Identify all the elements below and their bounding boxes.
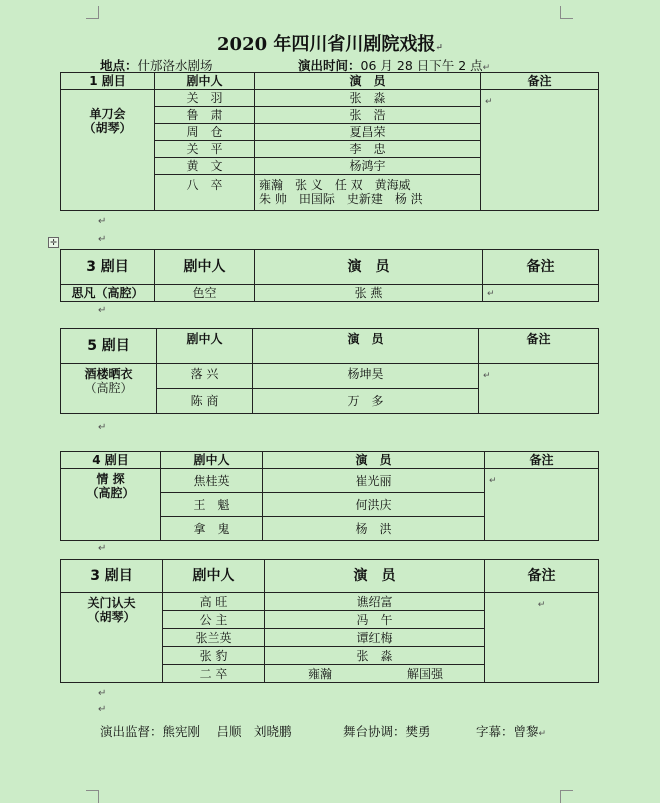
program-name-cell	[61, 469, 161, 541]
role-cell: 张 豹	[163, 647, 265, 665]
footer-subtitle: 字幕：曾黎↵	[476, 724, 547, 739]
actor-cell: 张 淼	[265, 647, 485, 665]
actor-cell: 张 浩	[255, 107, 481, 124]
role-cell: 周 仓	[155, 124, 255, 141]
table-move-handle-icon[interactable]: ✛	[48, 237, 59, 248]
actor-cell: 崔光丽	[263, 469, 485, 493]
program-sub: （高腔）	[86, 486, 135, 500]
role-cell: 张兰英	[163, 629, 265, 647]
program-order: 5 剧目	[61, 329, 157, 364]
role-cell: 落 兴	[157, 364, 253, 389]
actor-name: 雍瀚	[307, 666, 332, 681]
time-value: 06 月 28 日下午 2 点	[360, 58, 483, 73]
header-actor: 演 员	[265, 560, 485, 593]
actor-cell: 张 燕	[255, 285, 483, 302]
actor-cell: 冯 午	[265, 611, 485, 629]
header-actor: 演 员	[253, 329, 479, 364]
actor-name: 解国强	[406, 666, 443, 681]
stage-name: 樊勇	[405, 724, 431, 739]
program-name: 关门认夫	[87, 596, 136, 610]
role-cell: 关 平	[155, 141, 255, 158]
role-cell: 公 主	[163, 611, 265, 629]
program-table-3	[60, 328, 599, 414]
program-name-cell	[61, 90, 155, 211]
program-name: 思凡（高腔）	[61, 285, 155, 302]
venue-label: 地点：	[100, 58, 138, 73]
role-cell: 二 卒	[163, 665, 265, 683]
actor-group-cell	[265, 665, 485, 683]
paragraph-mark: ↵	[98, 422, 107, 433]
paragraph-mark: ↵	[98, 543, 107, 554]
program-table-1	[60, 72, 599, 211]
program-name: 单刀会	[89, 107, 126, 121]
program-name: 情 探	[96, 472, 125, 486]
header-actor: 演 员	[255, 250, 483, 285]
note-cell: ↵	[485, 593, 599, 683]
role-cell: 八 卒	[155, 175, 255, 211]
program-order: 4 剧目	[61, 452, 161, 469]
actor-group-line: 朱 帅 田国际 史新建 杨 洪	[259, 192, 423, 206]
time-label: 演出时间：	[298, 58, 361, 73]
page-corner-mark	[560, 790, 573, 803]
program-sub: （胡琴）	[83, 121, 132, 135]
actor-cell: 谭红梅	[265, 629, 485, 647]
role-cell: 陈 商	[157, 389, 253, 414]
actor-cell: 杨 洪	[263, 517, 485, 541]
page-corner-mark	[560, 6, 573, 19]
note-cell: ↵	[479, 364, 599, 414]
page-corner-mark	[86, 790, 99, 803]
actor-cell: 万 多	[253, 389, 479, 414]
role-cell: 鲁 肃	[155, 107, 255, 124]
header-note: 备注	[485, 560, 599, 593]
program-order: 1 剧目	[61, 73, 155, 90]
role-cell: 关 羽	[155, 90, 255, 107]
header-actor: 演 员	[263, 452, 485, 469]
actor-group-line: 雍瀚 张 义 任 双 黄海威	[259, 178, 411, 192]
supervisor-label: 演出监督：	[100, 724, 163, 739]
role-cell: 拿 鬼	[161, 517, 263, 541]
time-line: 演出时间：06 月 28 日下午 2 点↵	[298, 58, 491, 73]
subtitle-name: 曾黎	[513, 724, 539, 739]
page-corner-mark	[86, 6, 99, 19]
actor-cell: 张 淼	[255, 90, 481, 107]
header-note: 备注	[481, 73, 599, 90]
header-role: 剧中人	[161, 452, 263, 469]
role-cell: 焦桂英	[161, 469, 263, 493]
paragraph-mark: ↵	[98, 704, 107, 715]
program-name: 酒楼晒衣	[84, 367, 133, 381]
actor-cell: 何洪庆	[263, 493, 485, 517]
header-role: 剧中人	[157, 329, 253, 364]
program-name-cell	[61, 364, 157, 414]
actor-cell: 李 忠	[255, 141, 481, 158]
header-role: 剧中人	[163, 560, 265, 593]
footer-stage	[343, 722, 431, 740]
note-cell: ↵	[481, 90, 599, 211]
actor-cell: 谯绍富	[265, 593, 485, 611]
role-cell: 黄 文	[155, 158, 255, 175]
program-table-2	[60, 249, 599, 302]
role-cell: 高 旺	[163, 593, 265, 611]
venue-value: 什邡洛水剧场	[137, 58, 213, 73]
header-note: 备注	[483, 250, 599, 285]
header-role: 剧中人	[155, 73, 255, 90]
program-name-cell	[61, 593, 163, 683]
role-cell: 王 魁	[161, 493, 263, 517]
actor-cell: 杨鸿宇	[255, 158, 481, 175]
program-sub: （高腔）	[84, 381, 133, 395]
subtitle-label: 字幕：	[476, 724, 514, 739]
program-order: 3 剧目	[61, 250, 155, 285]
program-table-5	[60, 559, 599, 683]
footer-supervisor	[100, 722, 292, 740]
paragraph-mark: ↵	[98, 305, 107, 316]
header-note: 备注	[479, 329, 599, 364]
actor-cell: 杨坤昊	[253, 364, 479, 389]
paragraph-mark: ↵	[98, 688, 107, 699]
header-actor: 演 员	[255, 73, 481, 90]
stage-label: 舞台协调：	[343, 724, 406, 739]
actor-group-cell	[255, 175, 481, 211]
program-order: 3 剧目	[61, 560, 163, 593]
note-cell: ↵	[483, 285, 599, 302]
actor-cell: 夏昌荣	[255, 124, 481, 141]
note-cell: ↵	[485, 469, 599, 541]
header-note: 备注	[485, 452, 599, 469]
program-table-4	[60, 451, 599, 541]
header-role: 剧中人	[155, 250, 255, 285]
document-title: 2020 年四川省川剧院戏报↵	[217, 34, 443, 55]
program-sub: （胡琴）	[87, 610, 136, 624]
role-cell: 色空	[155, 285, 255, 302]
paragraph-mark: ↵	[98, 234, 107, 245]
supervisor-names: 熊宪刚 吕顺 刘晓鹏	[162, 724, 292, 739]
paragraph-mark: ↵	[98, 216, 107, 227]
